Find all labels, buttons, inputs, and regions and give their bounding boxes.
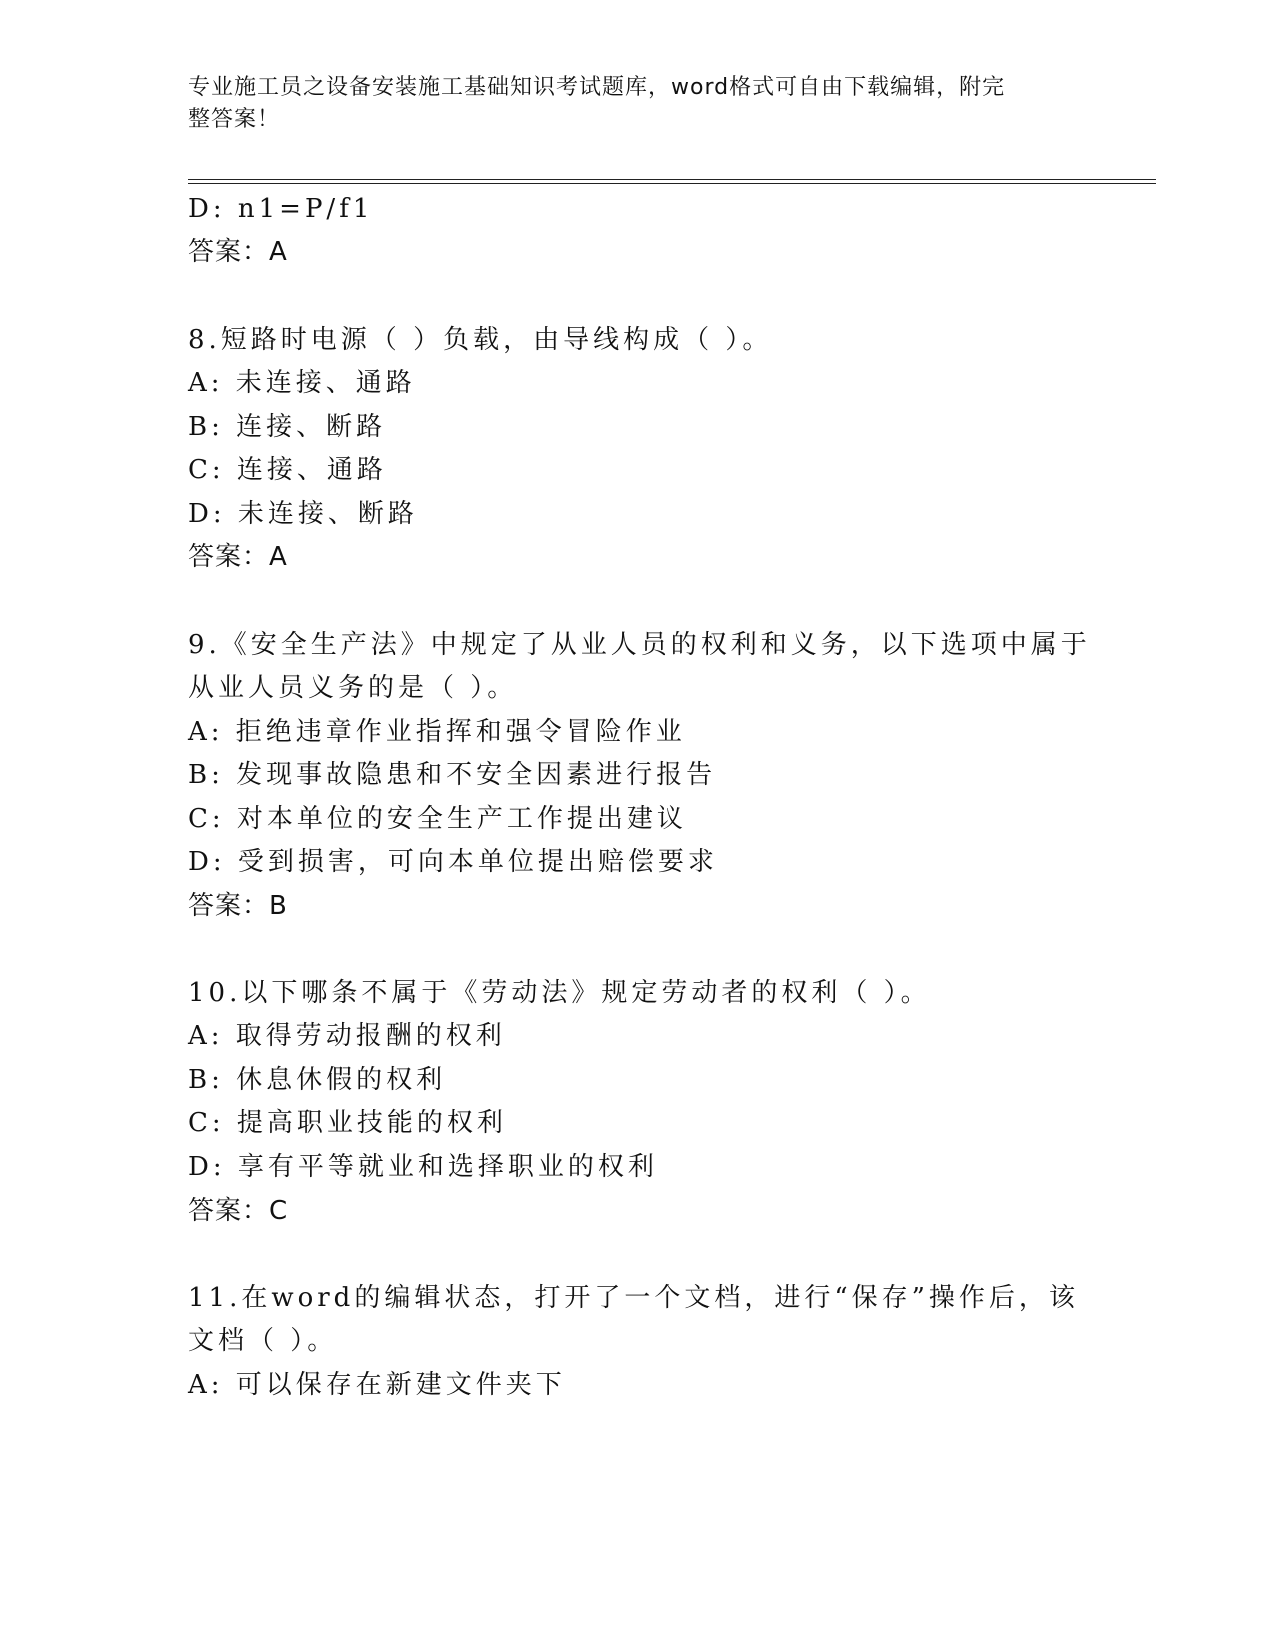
- header-line-2: 整答案！: [188, 107, 281, 132]
- question-line: 8.短路时电源（ ）负载，由导线构成（ ）。: [188, 325, 773, 355]
- question-line: 9.《安全生产法》中规定了从业人员的权利和义务，以下选项中属于: [188, 630, 1091, 660]
- option-line: D: n1=P/f1: [188, 194, 374, 224]
- question-line: 11.在word的编辑状态，打开了一个文档，进行“保存”操作后，该: [188, 1283, 1079, 1313]
- answer-line: 答案：A: [188, 237, 288, 267]
- option-line: A: 取得劳动报酬的权利: [188, 1021, 506, 1051]
- header-divider: [188, 179, 1156, 184]
- option-line: D: 受到损害，可向本单位提出赔偿要求: [188, 847, 718, 877]
- question-line: 10.以下哪条不属于《劳动法》规定劳动者的权利（ ）。: [188, 978, 931, 1008]
- option-line: A: 可以保存在新建文件夹下: [188, 1370, 566, 1400]
- option-line: B: 休息休假的权利: [188, 1065, 447, 1095]
- question-line: 文档（ ）。: [188, 1326, 338, 1356]
- option-line: C: 提高职业技能的权利: [188, 1108, 507, 1138]
- option-line: A: 未连接、通路: [188, 368, 416, 398]
- answer-line: 答案：B: [188, 891, 288, 921]
- header-line-1: 专业施工员之设备安装施工基础知识考试题库，word格式可自由下载编辑，附完: [188, 75, 1006, 100]
- answer-line: 答案：C: [188, 1196, 289, 1226]
- document-header: [188, 72, 1068, 136]
- option-line: D: 享有平等就业和选择职业的权利: [188, 1152, 658, 1182]
- option-line: C: 对本单位的安全生产工作提出建议: [188, 804, 687, 834]
- option-line: B: 发现事故隐患和不安全因素进行报告: [188, 760, 717, 790]
- option-line: A: 拒绝违章作业指挥和强令冒险作业: [188, 717, 686, 747]
- option-line: D: 未连接、断路: [188, 499, 418, 529]
- answer-line: 答案：A: [188, 542, 288, 572]
- question-line: 从业人员义务的是（ ）。: [188, 673, 518, 703]
- option-line: C: 连接、通路: [188, 455, 387, 485]
- option-line: B: 连接、断路: [188, 412, 387, 442]
